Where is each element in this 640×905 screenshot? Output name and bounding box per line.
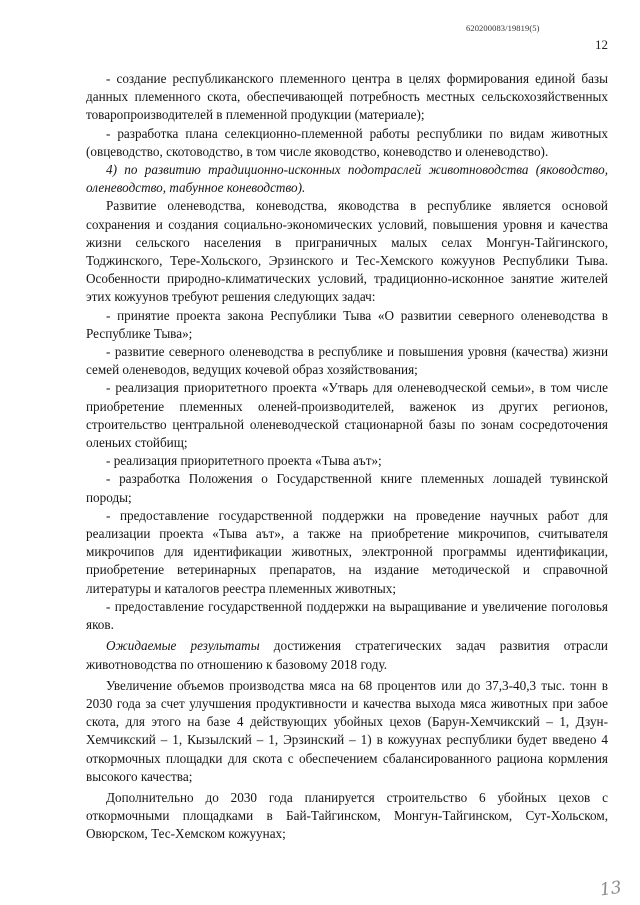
- page-number: 12: [595, 37, 608, 52]
- paragraph-yak-support: - предоставление государственной поддержки на выращивание и увеличение поголовья яков.: [86, 598, 608, 633]
- expected-results-text: достижения стратегических задач развития отрасли животноводства по отношению к базовому 2018 году.: [86, 638, 608, 672]
- paragraph-expected-results: [86, 637, 608, 673]
- paragraph-traditional-heading: 4) по развитию традиционно-исконных подотраслей животноводства (яководство, оленеводство, табунное коневодство).: [86, 162, 608, 196]
- paragraph-meat-production: Увеличение объемов производства мяса на 68 процентов или до 37,3-40,3 тыс. тонн в 2030 года за счет улучшения продуктивности и качества выхода мяса животных при забое скота, для этого на базе 4 действующих убойных цехов (Барун-Хемчикский – 1, Дзун-Хемчикский – 1, Кызылский – 1, Эрзинский – 1) в кожуунах республики будет введено 4 откормочных площадки для скота с обеспечением сбалансированного рациона кормления высокого качества;: [86, 677, 608, 784]
- paragraph-reindeer-development: - развитие северного оленеводства в республике и повышения уровня (качества) жизни семей оленеводов, ведущих кочевой образ хозяйствования;: [86, 344, 608, 378]
- document-id: 620200083/19819(5): [466, 23, 540, 33]
- paragraph-law-project: - принятие проекта закона Республики Тыва «О развитии северного оленеводства в Республике Тыва»;: [86, 307, 608, 341]
- paragraph-breeding-center: - создание республиканского племенного центра в целях формирования единой базы данных племенного скота, обеспечивающей потребность местных сельскохозяйственных товаропроизводителей в племенной продукции (материале);: [86, 71, 608, 123]
- document-body: [86, 70, 608, 844]
- paragraph-state-support-research: - предоставление государственной поддержки на проведение научных работ для реализации проекта «Тыва аът», а также на приобретение микрочипов, считывателя микрочипов для идентификации животных, электронной программы идентификации, приобретение ветеринарных препаратов, на издание методической и справочной литературы и каталогов реестра племенных животных;: [86, 507, 608, 596]
- paragraph-development-intro: Развитие оленеводства, коневодства, яководства в республике является основой сохранения и создания социально-экономических условий, повышения уровня и качества жизни сельского населения в приграничных малых селах Монгун-Тайгинского, Тоджинского, Тере-Хольского, Эрзинского и Тес-Хемского кожуунов Республики Тыва. Особенности природно-климатических условий, традиционно-исконное занятие жителей этих кожуунов требуют решения следующих задач:: [86, 198, 608, 305]
- paragraph-slaughterhouses: Дополнительно до 2030 года планируется строительство 6 убойных цехов с откормочными площадками в Бай-Тайгинском, Монгун-Тайгинском, Сут-Хольском, Овюрском, Тес-Хемском кожуунах;: [86, 789, 608, 842]
- paragraph-horse-registry: - разработка Положения о Государственной книге племенных лошадей тувинской породы;: [86, 471, 608, 505]
- paragraph-utvar-project: - реализация приоритетного проекта «Утварь для оленеводческой семьи», в том числе приобретение племенных оленей-производителей, важенок из других регионов, строительство центральной оленеводческой стационарной базы по зонам сосредоточения оленьих стойбищ;: [86, 380, 608, 451]
- handwritten-page-mark: 13: [599, 877, 624, 901]
- paragraph-tyva-at-project: - реализация приоритетного проекта «Тыва аът»;: [106, 453, 382, 469]
- expected-results-label: Ожидаемые результаты: [106, 638, 260, 654]
- paragraph-breeding-plan: - разработка плана селекционно-племенной работы республики по видам животных (овцеводство, скотоводство, в том числе яководство, коневодство и оленеводство).: [86, 125, 608, 159]
